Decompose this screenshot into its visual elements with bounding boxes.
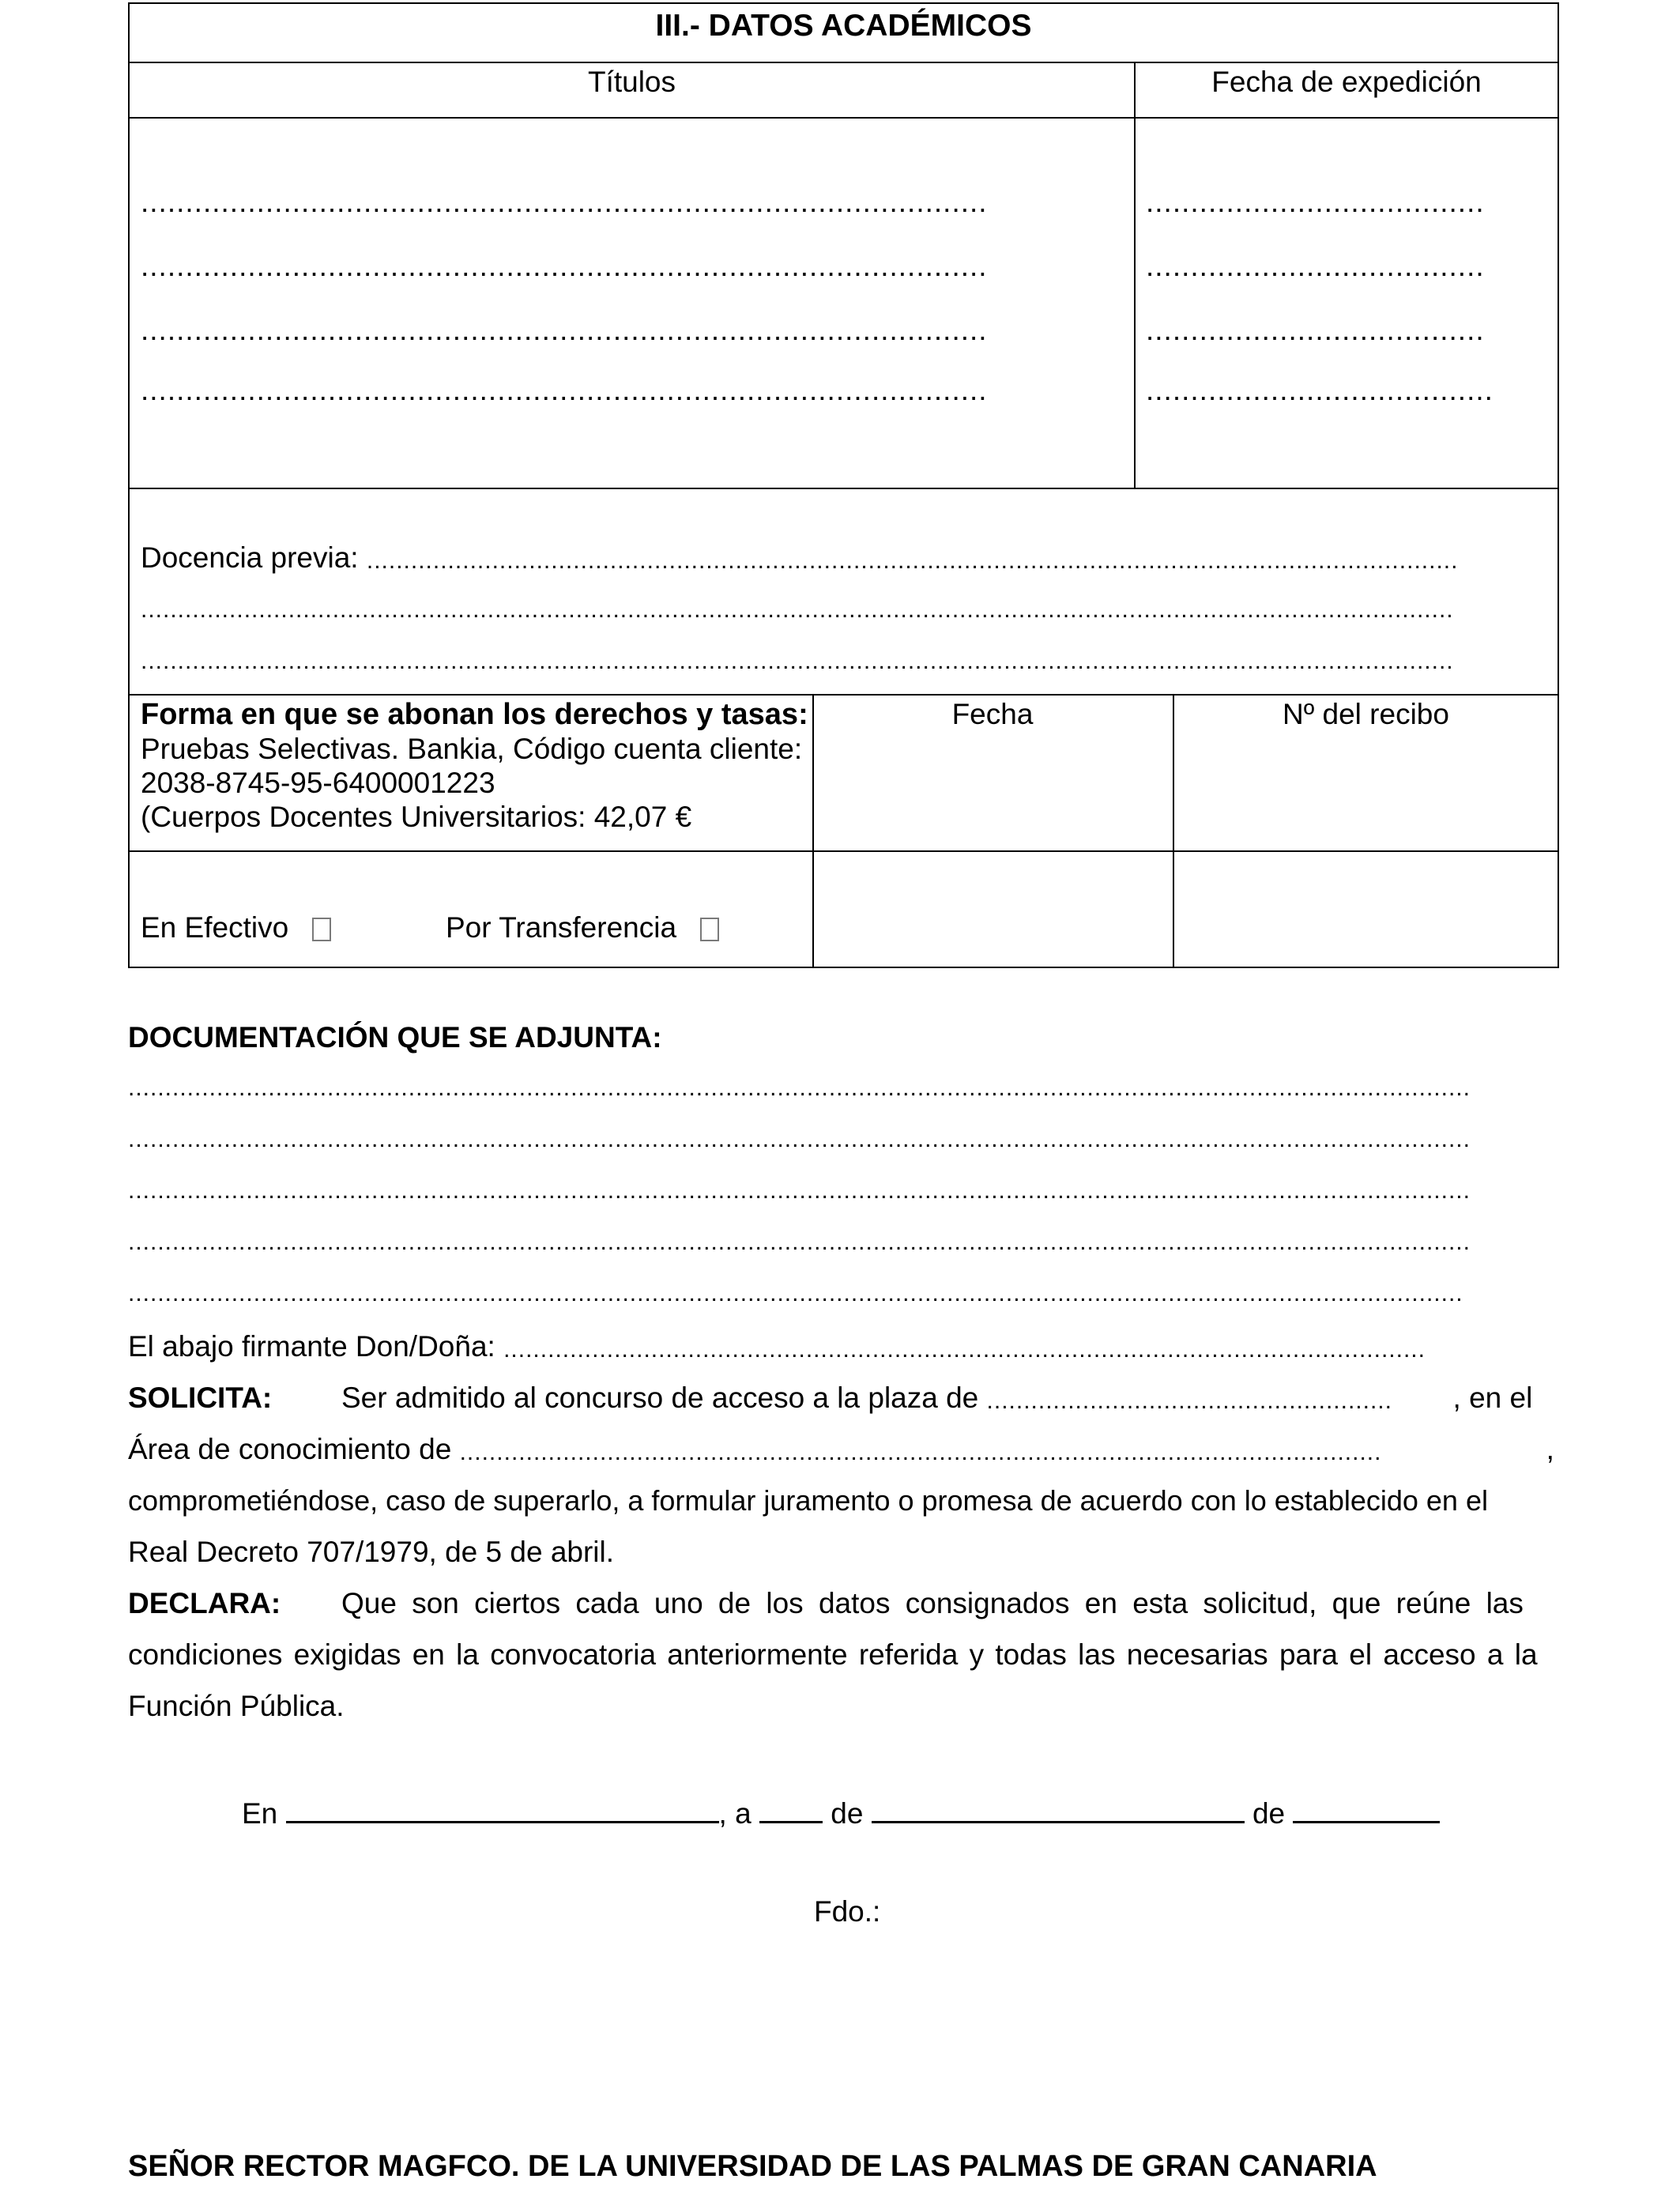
fecha-expedicion-field[interactable]: ...................................... <box>1146 314 1485 346</box>
docencia-previa-label: Docencia previa: <box>141 541 359 574</box>
solicita-label: SOLICITA: <box>128 1382 273 1414</box>
efectivo-checkbox[interactable] <box>312 918 331 941</box>
documentacion-field[interactable]: ..................................................................................................................................................................................... <box>128 1280 1463 1306</box>
fecha-expedicion-field[interactable]: ...................................... <box>1146 250 1485 282</box>
mes-field[interactable] <box>872 1794 1245 1823</box>
firmante-row <box>128 1330 1550 1363</box>
solicita-line: Real Decreto 707/1979, de 5 de abril. <box>128 1536 615 1568</box>
area-label: Área de conocimiento de <box>128 1433 452 1465</box>
account-number: 2038-8745-95-6400001223 <box>141 767 495 799</box>
a-label: , a <box>718 1797 751 1830</box>
payment-info <box>141 698 808 834</box>
table-divider <box>130 117 1558 119</box>
payment-amount: (Cuerpos Docentes Universitarios: 42,07 € <box>141 801 692 833</box>
fecha-expedicion-field[interactable]: ...................................... <box>1146 186 1485 218</box>
addressee: SEÑOR RECTOR MAGFCO. DE LA UNIVERSIDAD DE LAS PALMAS DE GRAN CANARIA <box>128 2150 1377 2183</box>
payment-method-efectivo <box>141 911 331 944</box>
dia-field[interactable] <box>759 1794 823 1823</box>
titulo-field[interactable]: ............................................................................................... <box>141 314 988 346</box>
docencia-previa-field[interactable]: .................................................................................................................................................................................. <box>141 648 1454 674</box>
titulo-field[interactable]: ............................................................................................... <box>141 186 988 218</box>
payment-heading: Forma en que se abonan los derechos y tasas: <box>141 698 808 731</box>
plaza-field[interactable]: ....................................................... <box>986 1388 1392 1414</box>
table-divider <box>130 694 1558 696</box>
documentacion-field[interactable]: ...................................................................................................................................................................................... <box>128 1126 1471 1152</box>
docencia-previa-field[interactable]: .................................................................................................................................................................................. <box>141 597 1454 623</box>
recibo-field[interactable] <box>1174 852 1558 967</box>
documentacion-heading: DOCUMENTACIÓN QUE SE ADJUNTA: <box>128 1021 662 1054</box>
efectivo-label: En Efectivo <box>141 911 289 944</box>
firmante-label: El abajo firmante Don/Doña: <box>128 1330 495 1363</box>
declara-row-1 <box>128 1587 1560 1620</box>
academic-data-table <box>128 2 1559 968</box>
documentacion-field[interactable]: ...................................................................................................................................................................................... <box>128 1178 1471 1204</box>
table-divider <box>1134 62 1136 488</box>
table-divider <box>130 62 1558 63</box>
firma-label: Fdo.: <box>814 1895 881 1928</box>
transferencia-label: Por Transferencia <box>446 911 677 944</box>
solicita-text: Ser admitido al concurso de acceso a la plaza de <box>341 1382 979 1414</box>
titulo-field[interactable]: ............................................................................................... <box>141 250 988 282</box>
transferencia-checkbox[interactable] <box>700 918 719 941</box>
solicita-row-1 <box>128 1382 1560 1415</box>
area-field[interactable]: ............................................................................................................................. <box>459 1439 1382 1465</box>
declara-line: Función Pública. <box>128 1690 345 1722</box>
documentacion-field[interactable]: ...................................................................................................................................................................................... <box>128 1075 1471 1101</box>
de-label: de <box>1252 1797 1286 1830</box>
declara-text: Que son ciertos cada uno de los datos consignados en esta solicitud, que reúne las <box>341 1587 1524 1619</box>
fecha-pago-field[interactable] <box>814 852 1171 967</box>
section-title: III.- DATOS ACADÉMICOS <box>655 9 1032 43</box>
documentacion-field[interactable]: ...................................................................................................................................................................................... <box>128 1229 1471 1255</box>
de-label: de <box>831 1797 864 1830</box>
titulo-field[interactable]: ............................................................................................... <box>141 374 988 406</box>
anio-field[interactable] <box>1293 1794 1440 1823</box>
payment-method-transferencia <box>446 911 719 944</box>
payment-line: Pruebas Selectivas. Bankia, Código cuenta cliente: <box>141 733 803 765</box>
lugar-field[interactable] <box>286 1794 719 1823</box>
solicita-text-end: , en el <box>1452 1382 1533 1414</box>
docencia-previa-row <box>141 541 1520 575</box>
column-header-recibo: Nº del recibo <box>1283 698 1449 730</box>
column-header-titulos: Títulos <box>587 66 676 98</box>
column-header-fecha-expedicion: Fecha de expedición <box>1211 66 1482 98</box>
column-header-fecha: Fecha <box>951 698 1034 730</box>
solicita-line: comprometiéndose, caso de superarlo, a formular juramento o promesa de acuerdo con lo establecido en el <box>128 1484 1488 1517</box>
en-label: En <box>242 1797 278 1830</box>
declara-line: condiciones exigidas en la convocatoria anteriormente referida y todas las necesarias para el acceso a la <box>128 1638 1538 1671</box>
lugar-fecha-row <box>242 1794 1440 1830</box>
table-divider <box>130 488 1558 489</box>
declara-label: DECLARA: <box>128 1587 281 1619</box>
docencia-previa-field[interactable]: .................................................................................................................................................... <box>366 548 1459 574</box>
solicita-row-2 <box>128 1433 1554 1466</box>
comma: , <box>1546 1433 1554 1465</box>
firmante-field[interactable]: ............................................................................................................................. <box>503 1336 1426 1363</box>
fecha-expedicion-field[interactable]: ....................................... <box>1146 374 1494 406</box>
